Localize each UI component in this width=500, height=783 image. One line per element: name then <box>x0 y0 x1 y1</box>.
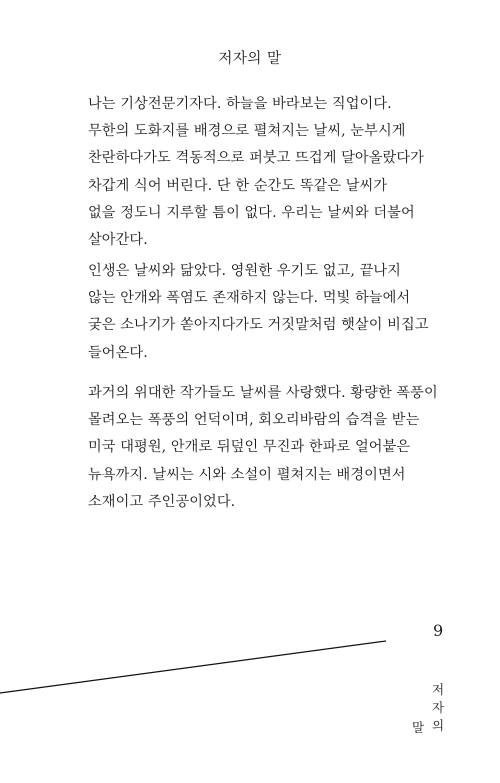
text-line: 뉴욕까지. 날씨는 시와 소설이 펼쳐지는 배경이면서 <box>88 466 406 483</box>
paragraph-2 <box>88 258 433 367</box>
page-number: 9 <box>433 621 445 640</box>
text-line: 인생은 날씨와 닮았다. 영원한 우기도 없고, 끝나지 <box>88 263 401 279</box>
text-line: 찬란하다가도 격동적으로 퍼붓고 뜨겁게 달아올랐다가 <box>88 150 424 167</box>
page-title: 저자의 말 <box>218 51 282 67</box>
running-head-char: 저 <box>432 682 445 697</box>
text-line: 무한의 도화지를 배경으로 펼쳐지는 날씨, 눈부시게 <box>88 123 406 140</box>
running-head-char: 말 <box>412 720 425 735</box>
text-line: 않는 안개와 폭염도 존재하지 않는다. 먹빛 하늘에서 <box>88 290 411 307</box>
running-head-column <box>432 681 444 735</box>
text-line: 없을 정도니 지루할 틈이 없다. 우리는 날씨와 더불어 <box>88 204 415 221</box>
text-line: 소재이고 주인공이었다. <box>88 493 236 510</box>
text-line: 차갑게 식어 버린다. 단 한 순간도 똑같은 날씨가 <box>88 177 388 194</box>
text-line: 미국 대평원, 안개로 뒤덮인 무진과 한파로 얼어붙은 <box>88 439 411 456</box>
running-head-column <box>412 719 424 737</box>
text-line: 들어온다. <box>88 344 148 361</box>
text-line: 몰려오는 폭풍의 언덕이며, 회오리바람의 습격을 받는 <box>88 412 420 429</box>
text-line: 나는 기상전문기자다. 하늘을 바라보는 직업이다. <box>88 96 392 112</box>
paragraph-1 <box>88 91 433 254</box>
running-head-char: 자 <box>432 700 445 715</box>
text-line: 살아간다. <box>88 232 148 249</box>
text-line: 궂은 소나기가 쏟아지다가도 거짓말처럼 햇살이 비집고 <box>88 317 429 334</box>
paragraph-3 <box>88 380 438 516</box>
running-head-char: 의 <box>432 718 445 733</box>
text-line: 과거의 위대한 작가들도 날씨를 사랑했다. 황량한 폭풍이 <box>88 385 438 401</box>
